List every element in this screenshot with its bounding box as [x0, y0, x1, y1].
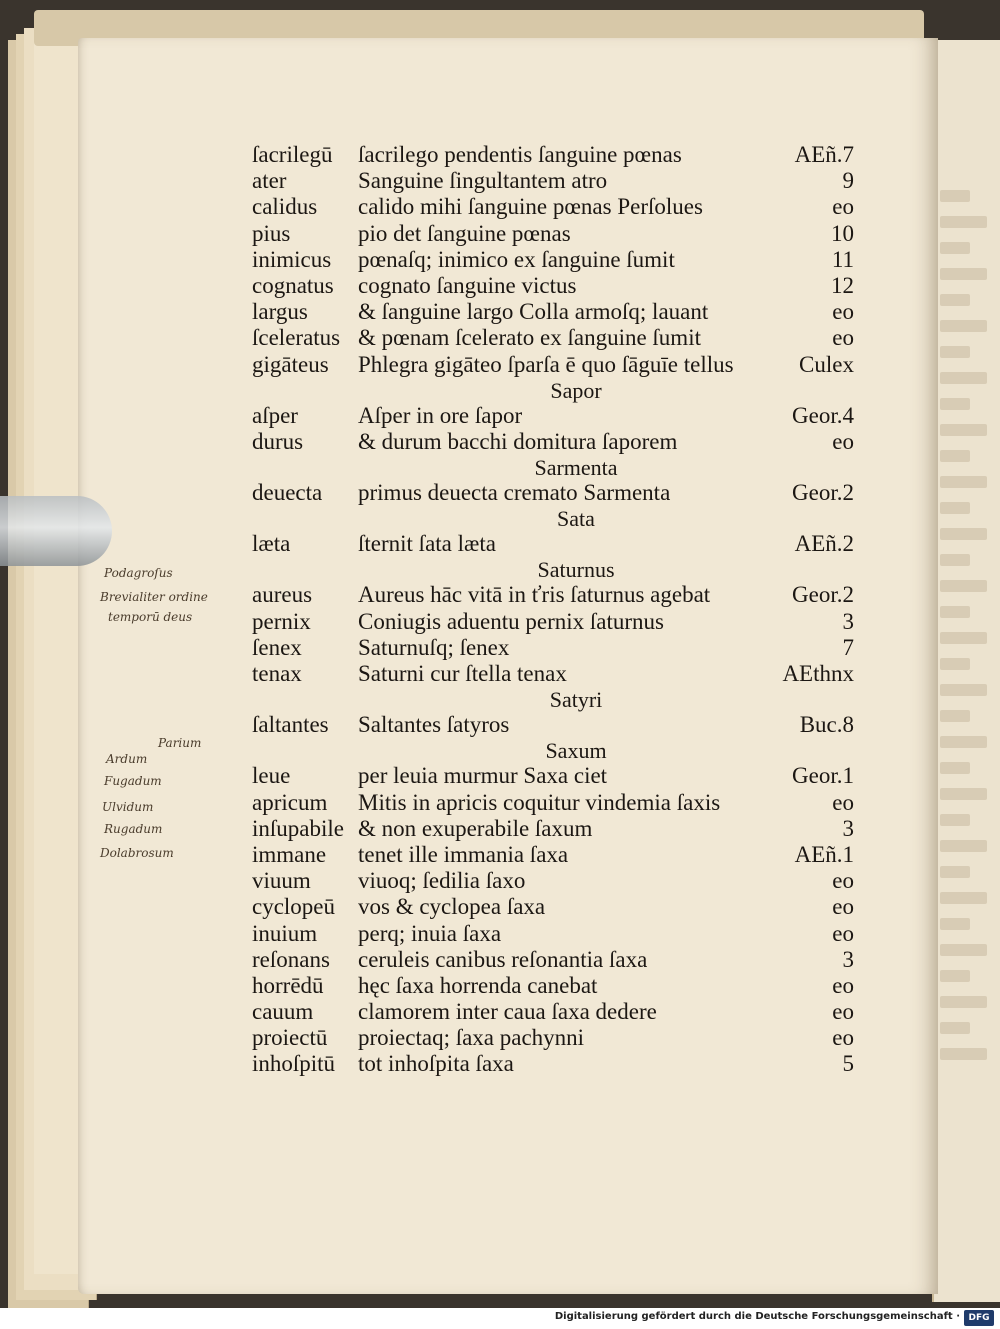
reference: 12 [831, 272, 854, 298]
facing-text-line [940, 476, 987, 488]
facing-text-line [940, 606, 970, 618]
index-row [248, 712, 860, 738]
index-row [248, 894, 860, 920]
reference: eo [832, 894, 854, 920]
facing-text-line [940, 944, 987, 956]
margin-note: Parium [158, 736, 202, 750]
headword: apricum [252, 789, 328, 815]
headword: ſenex [252, 634, 302, 660]
quote: Phlegra gigāteo ſparſa ē quo ſāguīe tellus [358, 351, 734, 377]
headword: leue [252, 763, 291, 789]
headword: calidus [252, 194, 318, 220]
reference: eo [832, 789, 854, 815]
headword: inimicus [252, 246, 332, 272]
page-clip [0, 496, 112, 566]
reference: eo [832, 868, 854, 894]
margin-note: Ulvidum [102, 800, 154, 814]
headword: ſaltantes [252, 712, 329, 738]
index-row [248, 168, 860, 194]
headword: ſceleratus [252, 325, 341, 351]
reference: AEñ.7 [794, 142, 854, 167]
quote: Mitis in apricis coquitur vindemia ſaxis [358, 789, 721, 815]
facing-text-line [940, 866, 970, 878]
reference: eo [832, 920, 854, 946]
facing-text-line [940, 1022, 970, 1034]
facing-text-line [940, 528, 987, 540]
reference: AEñ.2 [794, 531, 854, 557]
headword: inſupabile [252, 815, 344, 841]
headword: ater [252, 168, 287, 194]
quote: per leuia murmur Saxa ciet [358, 763, 608, 789]
facing-text-line [940, 554, 970, 566]
reference: Buc.8 [799, 712, 854, 738]
reference: 5 [842, 1051, 854, 1077]
headword: cognatus [252, 272, 334, 298]
quote: & ſanguine largo Colla armoſq; lauant [358, 299, 709, 325]
reference: eo [832, 972, 854, 998]
facing-text-line [940, 190, 970, 202]
headword: inuium [252, 920, 318, 946]
reference: Geor.1 [792, 763, 854, 789]
index-row [248, 999, 860, 1025]
quote: Saturni cur ſtella tenax [358, 661, 567, 686]
reference: 11 [831, 246, 854, 272]
facing-text-line [940, 242, 970, 254]
quote: viuoq; ſedilia ſaxo [358, 868, 526, 894]
facing-text-line [940, 788, 987, 800]
index-row [248, 352, 860, 378]
reference: 3 [842, 608, 854, 634]
headword: reſonans [252, 946, 330, 972]
headword: cauum [252, 999, 314, 1025]
quote: & durum bacchi domitura ſaporem [358, 428, 678, 454]
index-table [248, 142, 860, 1078]
headword: inhoſpitū [252, 1051, 336, 1077]
index-row [248, 790, 860, 816]
margin-note: Ardum [106, 752, 148, 766]
quote: proiectaq; ſaxa pachynni [358, 1025, 585, 1051]
headword: horrēdū [252, 972, 324, 998]
headword: viuum [252, 868, 311, 894]
facing-text-line [940, 450, 970, 462]
headword: aſper [252, 402, 298, 428]
index-row [248, 947, 860, 973]
facing-text-line [940, 320, 987, 332]
quote: ſacrilego pendentis ſanguine pœnas [358, 142, 682, 167]
margin-note: Podagroſus [104, 566, 173, 580]
margin-note: temporū deus [108, 610, 193, 624]
quote: perq; inuia ſaxa [358, 920, 502, 946]
section-heading: Sarmenta [534, 455, 618, 481]
headword: deuecta [252, 480, 323, 506]
quote: Aſper in ore ſapor [358, 402, 523, 428]
facing-text-line [940, 424, 987, 436]
facing-page-text [934, 40, 1000, 1302]
headword: durus [252, 428, 304, 454]
quote: Saltantes ſatyros [358, 712, 510, 738]
facing-text-line [940, 580, 987, 592]
section-heading: Sapor [550, 377, 602, 403]
index-row [248, 299, 860, 325]
quote: tenet ille immania ſaxa [358, 841, 569, 867]
index-row [248, 816, 860, 842]
quote: clamorem inter caua ſaxa dedere [358, 999, 657, 1025]
index-row [248, 868, 860, 894]
margin-note: Rugadum [104, 822, 163, 836]
reference: 7 [842, 634, 854, 660]
facing-text-line [940, 814, 970, 826]
index-row [248, 221, 860, 247]
facing-text-line [940, 502, 970, 514]
index-row [248, 661, 860, 687]
quote: ſternit ſata læta [358, 531, 496, 557]
section-heading: Saxum [545, 738, 607, 764]
index-row [248, 609, 860, 635]
quote: hęc ſaxa horrenda canebat [358, 972, 598, 998]
reference: 9 [842, 168, 854, 194]
index-row [248, 1025, 860, 1051]
quote: vos & cyclopea ſaxa [358, 894, 546, 920]
reference: 10 [831, 220, 854, 246]
index-row [248, 531, 860, 557]
reference: eo [832, 325, 854, 351]
facing-text-line [940, 216, 987, 228]
quote: pœnaſq; inimico ex ſanguine ſumit [358, 246, 675, 272]
quote: calido mihi ſanguine pœnas Perſolues [358, 194, 703, 220]
facing-text-line [940, 632, 987, 644]
reference: 3 [842, 946, 854, 972]
facing-text-line [940, 892, 987, 904]
facing-text-line [940, 840, 987, 852]
quote: primus deuecta cremato Sarmenta [358, 480, 671, 506]
margin-note: Brevialiter ordine [100, 590, 208, 604]
margin-note: Fugadum [104, 774, 162, 788]
headword: pernix [252, 608, 311, 634]
facing-text-line [940, 268, 987, 280]
reference: AEthnx [782, 661, 854, 686]
index-row [248, 582, 860, 608]
index-row [248, 480, 860, 506]
margin-note: Dolabrosum [100, 846, 174, 860]
reference: Geor.4 [792, 402, 854, 428]
dfg-logo: DFG [964, 1310, 994, 1326]
headword: tenax [252, 661, 302, 686]
reference: AEñ.1 [794, 841, 854, 867]
facing-text-line [940, 736, 987, 748]
headword: læta [252, 531, 291, 557]
index-row [248, 194, 860, 220]
footer-credit: Digitalisierung gefördert durch die Deutsche Forschungsgemeinschaft · [554, 1311, 960, 1322]
index-row [248, 635, 860, 661]
facing-text-line [940, 684, 987, 696]
headword: proiectū [252, 1025, 328, 1051]
facing-page [932, 40, 1000, 1302]
facing-text-line [940, 996, 987, 1008]
facing-text-line [940, 294, 970, 306]
reference: 3 [842, 815, 854, 841]
index-row [248, 921, 860, 947]
index-row [248, 842, 860, 868]
reference: Geor.2 [792, 582, 854, 608]
headword: cyclopeū [252, 894, 336, 920]
quote: Sanguine ſingultantem atro [358, 168, 608, 194]
index-row [248, 325, 860, 351]
quote: cognato ſanguine victus [358, 272, 577, 298]
quote: & pœnam ſcelerato ex ſanguine ſumit [358, 325, 701, 351]
facing-text-line [940, 398, 970, 410]
headword: pius [252, 220, 291, 246]
footer [0, 1308, 1000, 1329]
quote: ceruleis canibus reſonantia ſaxa [358, 946, 648, 972]
headword: gigāteus [252, 351, 329, 377]
quote: Aureus hāc vitā in ťris ſaturnus agebat [358, 582, 711, 608]
facing-text-line [940, 710, 970, 722]
index-row [248, 403, 860, 429]
facing-text-line [940, 658, 970, 670]
facing-text-line [940, 918, 970, 930]
index-row [248, 142, 860, 168]
facing-text-line [940, 346, 970, 358]
headword: ſacrilegū [252, 142, 333, 167]
quote: tot inhoſpita ſaxa [358, 1051, 514, 1077]
index-row [248, 429, 860, 455]
reference: eo [832, 428, 854, 454]
section-heading: Saturnus [537, 557, 615, 583]
quote: Saturnuſq; ſenex [358, 634, 510, 660]
facing-text-line [940, 372, 987, 384]
headword: aureus [252, 582, 313, 608]
quote: Coniugis aduentu pernix ſaturnus [358, 608, 664, 634]
reference: Geor.2 [792, 480, 854, 506]
quote: pio det ſanguine pœnas [358, 220, 571, 246]
reference: Culex [799, 351, 854, 377]
index-row [248, 973, 860, 999]
index-row [248, 247, 860, 273]
section-heading: Sata [557, 506, 595, 532]
index-row [248, 273, 860, 299]
reference: eo [832, 1025, 854, 1051]
reference: eo [832, 999, 854, 1025]
reference: eo [832, 299, 854, 325]
reference: eo [832, 194, 854, 220]
quote: & non exuperabile ſaxum [358, 815, 593, 841]
headword: largus [252, 299, 308, 325]
section-heading: Satyri [549, 687, 603, 713]
headword: immane [252, 841, 327, 867]
index-row [248, 1051, 860, 1077]
index-row [248, 763, 860, 789]
facing-text-line [940, 762, 970, 774]
facing-text-line [940, 970, 970, 982]
facing-text-line [940, 1048, 987, 1060]
